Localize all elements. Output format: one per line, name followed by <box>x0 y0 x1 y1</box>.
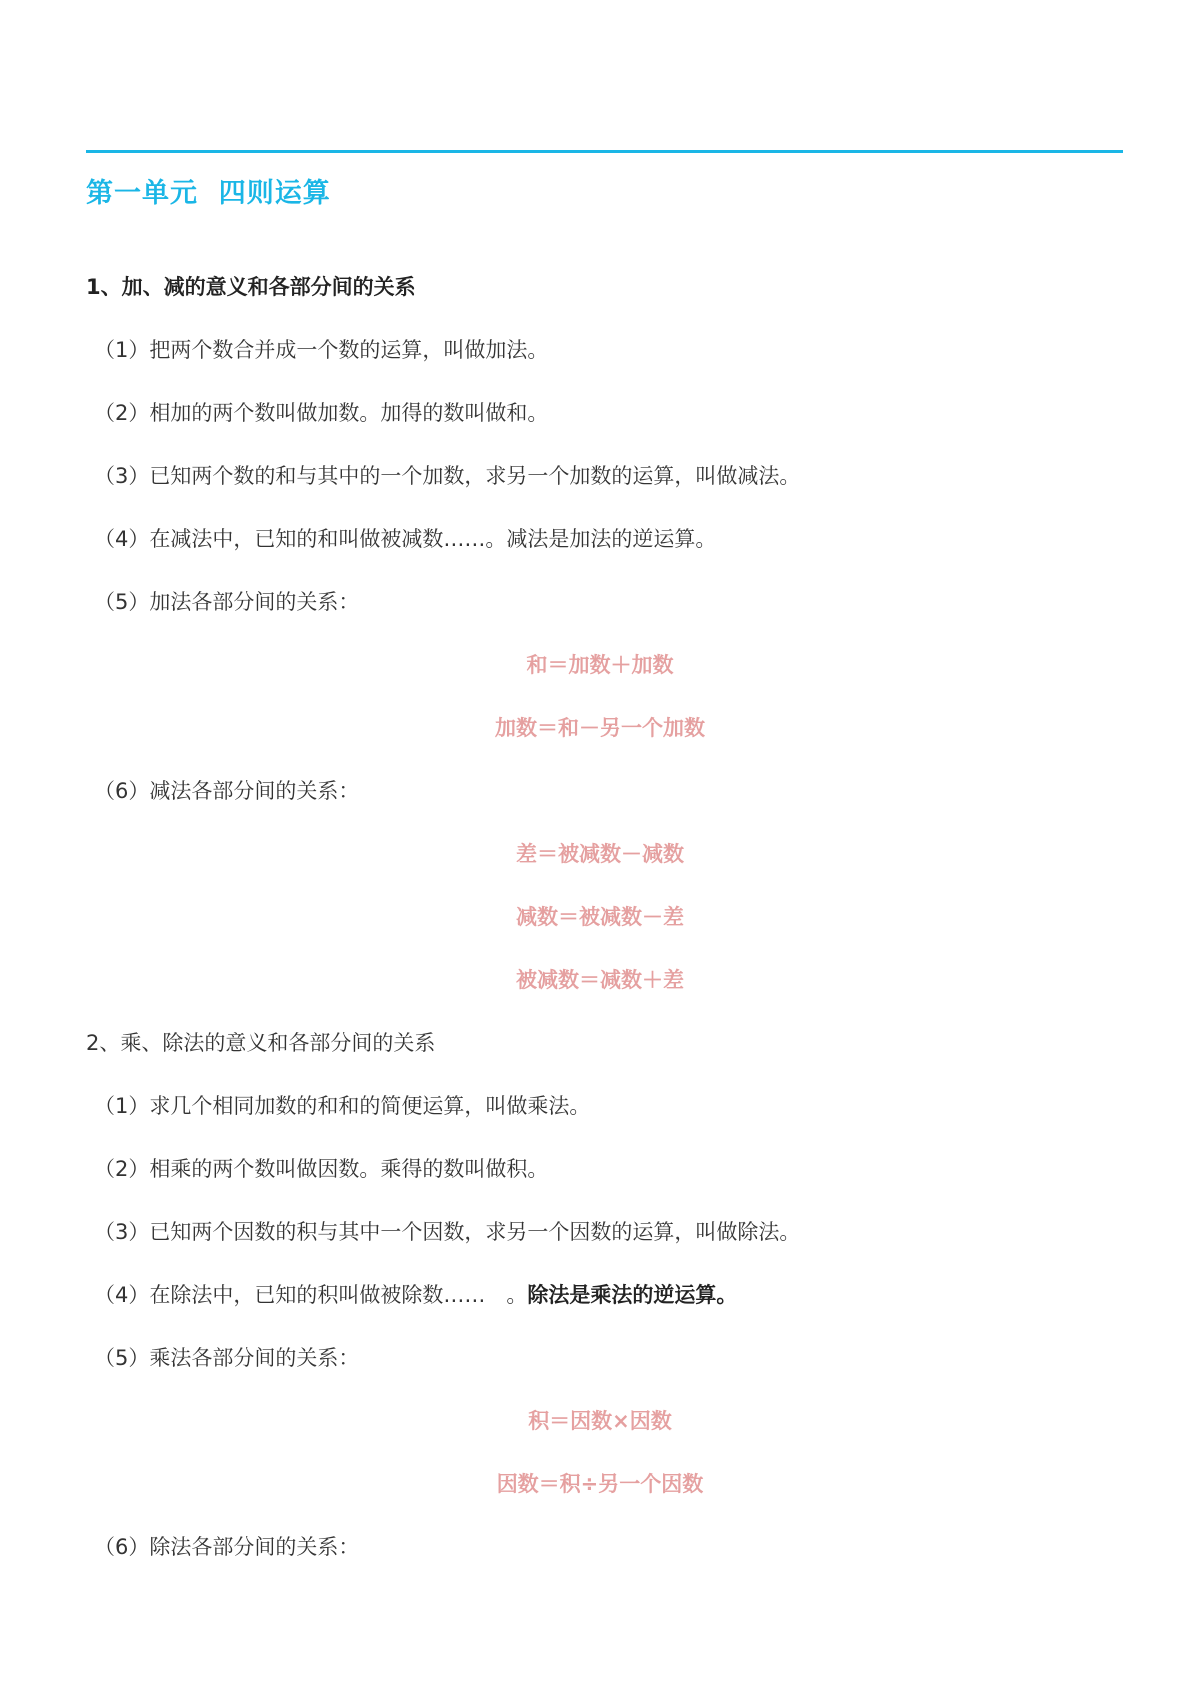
section-1-item-6: （6）减法各部分间的关系： <box>94 779 360 803</box>
multiplication-formula-2: 因数＝积÷另一个因数 <box>496 1472 704 1496</box>
section-2-item-2: （2）相乘的两个数叫做因数。乘得的数叫做积。 <box>94 1157 549 1181</box>
section-1-item-3: （3）已知两个数的和与其中的一个加数，求另一个加数的运算，叫做减法。 <box>94 464 801 488</box>
section-2-item-6: （6）除法各部分间的关系： <box>94 1535 360 1559</box>
section-1-item-4: （4）在减法中，已知的和叫做被减数……。减法是加法的逆运算。 <box>94 527 717 551</box>
section-1-item-2: （2）相加的两个数叫做加数。加得的数叫做和。 <box>94 401 549 425</box>
subtraction-formula-3: 被减数＝减数＋差 <box>516 968 684 992</box>
section-2-item-4 <box>94 1280 737 1310</box>
section-2-heading: 2、乘、除法的意义和各部分间的关系 <box>86 1031 436 1055</box>
section-1-item-5: （5）加法各部分间的关系： <box>94 590 360 614</box>
multiplication-formula-1: 积＝因数×因数 <box>528 1409 672 1433</box>
addition-formula-1: 和＝加数＋加数 <box>526 653 674 677</box>
addition-formula-2: 加数＝和－另一个加数 <box>495 716 705 740</box>
subtraction-formula-2: 减数＝被减数－差 <box>516 905 684 929</box>
section-2-item-1: （1）求几个相同加数的和和的简便运算，叫做乘法。 <box>94 1094 591 1118</box>
section-2-item-4-emphasis: 除法是乘法的逆运算。 <box>527 1283 738 1307</box>
section-1-heading: 1、加、减的意义和各部分间的关系 <box>86 275 416 299</box>
section-2-item-4-text: （4）在除法中，已知的积叫做被除数…… 。 <box>94 1283 528 1307</box>
section-2-item-3: （3）已知两个因数的积与其中一个因数，求另一个因数的运算，叫做除法。 <box>94 1220 801 1244</box>
subtraction-formula-1: 差＝被减数－减数 <box>516 842 684 866</box>
section-1-item-1: （1）把两个数合并成一个数的运算，叫做加法。 <box>94 338 549 362</box>
top-divider <box>86 150 1123 153</box>
unit-title: 第一单元 四则运算 <box>86 178 331 209</box>
section-2-item-5: （5）乘法各部分间的关系： <box>94 1346 360 1370</box>
